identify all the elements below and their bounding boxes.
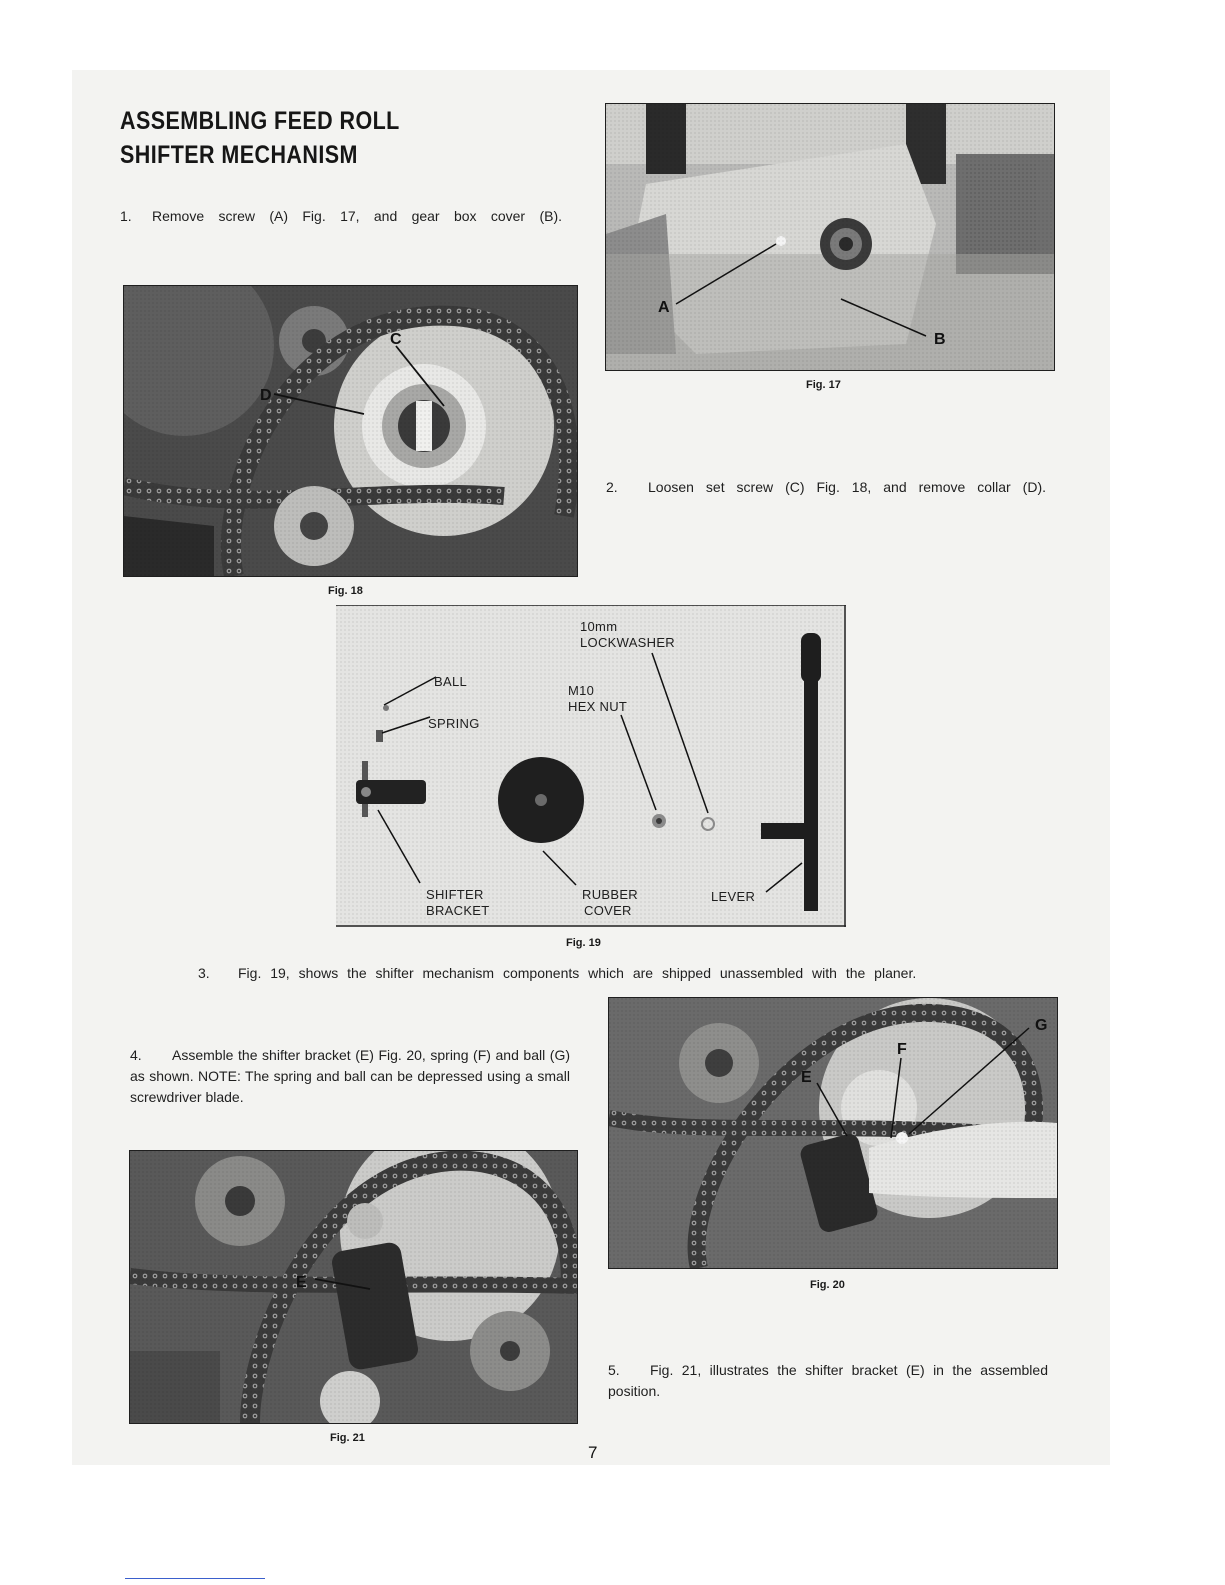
step-2 (606, 477, 1046, 498)
title-line-2: SHIFTER MECHANISM (120, 141, 358, 169)
figure-19-caption: Fig. 19 (566, 937, 601, 949)
step-text: Fig. 19, shows the shifter mechanism components which are shipped unassembled with the planer. (238, 965, 917, 981)
figure-20-photo (608, 997, 1058, 1269)
label-lockwasher-2: LOCKWASHER (580, 635, 675, 650)
label-hexnut-1: M10 (568, 683, 595, 698)
fig17-label-a: A (658, 299, 670, 316)
step-5 (608, 1360, 1048, 1402)
step-text: Loosen set screw (C) Fig. 18, and remove collar (D). (648, 479, 1046, 495)
label-lever: LEVER (711, 889, 756, 904)
fig18-label-d: D (260, 387, 272, 404)
label-lockwasher-1: 10mm (580, 619, 618, 634)
step-4 (130, 1045, 570, 1108)
section-title (120, 104, 400, 172)
figure-18-caption: Fig. 18 (328, 585, 363, 597)
label-bracket-1: SHIFTER (426, 887, 484, 902)
assembly-photo (609, 998, 1057, 1268)
label-hexnut-2: HEX NUT (568, 699, 628, 714)
step-text: Fig. 21, illustrates the shifter bracket (E) in the assembled position. (608, 1362, 1048, 1399)
step-3 (198, 963, 998, 984)
fig17-label-b: B (934, 331, 946, 348)
figure-17-photo (605, 103, 1055, 371)
bottom-rule (125, 1578, 265, 1579)
fig20-label-e: E (801, 1069, 812, 1086)
label-spring: SPRING (428, 716, 480, 731)
collar-photo (124, 286, 577, 576)
step-text: Assemble the shifter bracket (E) Fig. 20, spring (F) and ball (G) as shown. NOTE: The spring and ball can be depressed using a small screwdriver blade. (130, 1047, 570, 1105)
label-ball: BALL (434, 674, 468, 689)
title-line-1: ASSEMBLING FEED ROLL (120, 107, 400, 135)
step-number: 5. (608, 1362, 620, 1378)
fig20-label-f: F (897, 1041, 907, 1058)
page-number: 7 (588, 1443, 598, 1462)
figure-19-photo (336, 605, 846, 927)
label-bracket-2: BRACKET (426, 903, 490, 918)
figure-17-caption: Fig. 17 (806, 379, 841, 391)
fig18-label-c: C (390, 331, 402, 348)
step-1 (120, 206, 562, 227)
step-number: 4. (130, 1047, 142, 1063)
figure-21-photo (129, 1150, 578, 1424)
figure-21-caption: Fig. 21 (330, 1432, 365, 1444)
installed-photo (130, 1151, 577, 1423)
gearbox-photo (606, 104, 1054, 370)
step-number: 2. (606, 479, 618, 495)
components-photo (336, 605, 846, 927)
label-cover-1: RUBBER (582, 887, 638, 902)
figure-18-photo (123, 285, 578, 577)
fig20-label-g: G (1035, 1017, 1048, 1034)
figure-20-caption: Fig. 20 (810, 1279, 845, 1291)
step-number: 3. (198, 965, 210, 981)
label-cover-2: COVER (584, 903, 632, 918)
step-text: Remove screw (A) Fig. 17, and gear box cover (B). (152, 208, 562, 224)
step-number: 1. (120, 208, 132, 224)
fig21-label-e: E (296, 1274, 307, 1291)
